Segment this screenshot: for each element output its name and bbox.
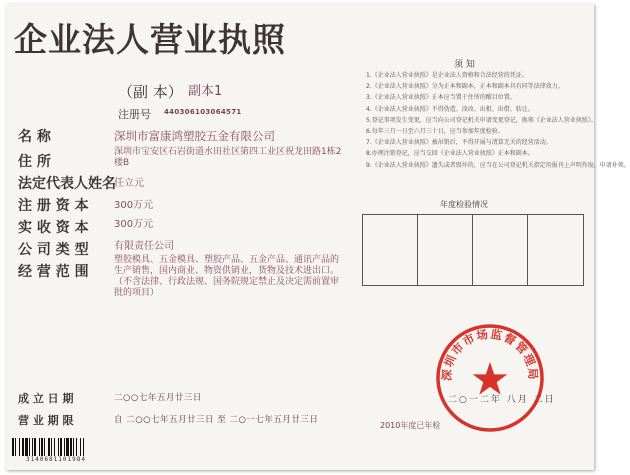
paid-capital-label: 实 收 资 本 bbox=[18, 220, 89, 236]
copy-number: 副本1 bbox=[188, 84, 223, 99]
inspection-cell bbox=[473, 215, 528, 285]
annual-inspection-stamp: 2010年度已年检 bbox=[380, 421, 441, 430]
copy-label: （副 本） bbox=[118, 83, 183, 101]
legal-rep-name: 任立元 bbox=[114, 178, 144, 189]
business-scope-value: 塑胶模具、五金模具、塑胶产品、五金产品、通讯产品的生产销售，国内商业、物资供销业，货物及技术进出口。（不含法律、行政法规、国务院规定禁止及决定需前置审批的项目） bbox=[114, 255, 340, 298]
annual-inspection-title: 年度检验情况 bbox=[440, 200, 488, 209]
inspection-cell bbox=[363, 215, 418, 285]
company-type-label: 公 司 类 型 bbox=[18, 242, 89, 258]
star-icon bbox=[473, 362, 508, 395]
company-type-value: 有限责任公司 bbox=[114, 241, 174, 252]
registered-capital-value: 300万元 bbox=[114, 200, 154, 211]
annual-inspection-grid bbox=[362, 214, 584, 286]
notice-item: 8.办理注销登记，应当交回《企业法人营业执照》正本和副本。 bbox=[366, 150, 534, 158]
notice-title: 须 知 bbox=[454, 60, 475, 70]
license-title: 企业法人营业执照 bbox=[14, 20, 286, 59]
barcode-digits: 3140681101984 bbox=[26, 456, 86, 463]
legal-rep-label: 法定代表人姓名 bbox=[18, 176, 116, 192]
notice-list bbox=[366, 70, 630, 171]
business-term-label: 营 业 期 限 bbox=[18, 414, 74, 427]
seal-text: 深圳市市场监督管理局 bbox=[439, 326, 541, 382]
business-term-value: 自 二○○七年五月廿三日 至 二○一七年五月廿三日 bbox=[114, 415, 319, 425]
company-address: 深圳市宝安区石岩街道水田社区第四工业区祝龙田路1栋2楼B bbox=[114, 147, 342, 168]
established-date-value: 二○○七年五月廿三日 bbox=[114, 393, 202, 403]
business-scope-label: 经 营 范 围 bbox=[18, 264, 89, 280]
notice-item: 4.《企业法人营业执照》不得伪造、涂改、出租、出借、转让。 bbox=[366, 105, 534, 113]
name-label: 名 称 bbox=[18, 129, 51, 145]
address-label: 住 所 bbox=[18, 154, 51, 170]
notice-item: 5.登记事项发生变更，应当向公司登记机关申请变更登记，换领《企业法人营业执照》。 bbox=[366, 116, 597, 124]
registration-number: 440306103064571 bbox=[164, 108, 242, 116]
seal-date: 二○一二年 八月 二日 bbox=[448, 395, 556, 405]
paid-capital-value: 300万元 bbox=[114, 219, 154, 230]
notice-item: 7.《企业法人营业执照》被吊销后，不得开展与清算无关的经营活动。 bbox=[366, 139, 552, 147]
official-seal bbox=[434, 322, 546, 434]
company-name: 深圳市富康鸿塑胶五金有限公司 bbox=[114, 129, 275, 143]
inspection-cell bbox=[528, 215, 583, 285]
notice-item: 3.《企业法人营业执照》正本应当置于住所的醒目位置。 bbox=[366, 94, 516, 102]
notice-item: 2.《企业法人营业执照》分为正本和副本，正本和副本具有同等法律效力。 bbox=[366, 83, 564, 91]
barcode bbox=[12, 438, 142, 456]
inspection-cell bbox=[418, 215, 473, 285]
notice-item: 6.每年三月一日至六月三十日，应当参加年度检验。 bbox=[366, 128, 504, 136]
registered-capital-label: 注 册 资 本 bbox=[18, 198, 89, 214]
established-date-label: 成 立 日 期 bbox=[18, 392, 74, 405]
registration-label: 注册号 bbox=[118, 108, 151, 121]
barcode-bar bbox=[84, 438, 85, 456]
notice-item: 9.《企业法人营业执照》遗失或者毁坏的，应当在公司登记机关指定的报刊上声明作废，申请补领。 bbox=[366, 161, 630, 169]
notice-item: 1.《企业法人营业执照》是企业法人资格和合法经营的凭证。 bbox=[366, 72, 528, 79]
